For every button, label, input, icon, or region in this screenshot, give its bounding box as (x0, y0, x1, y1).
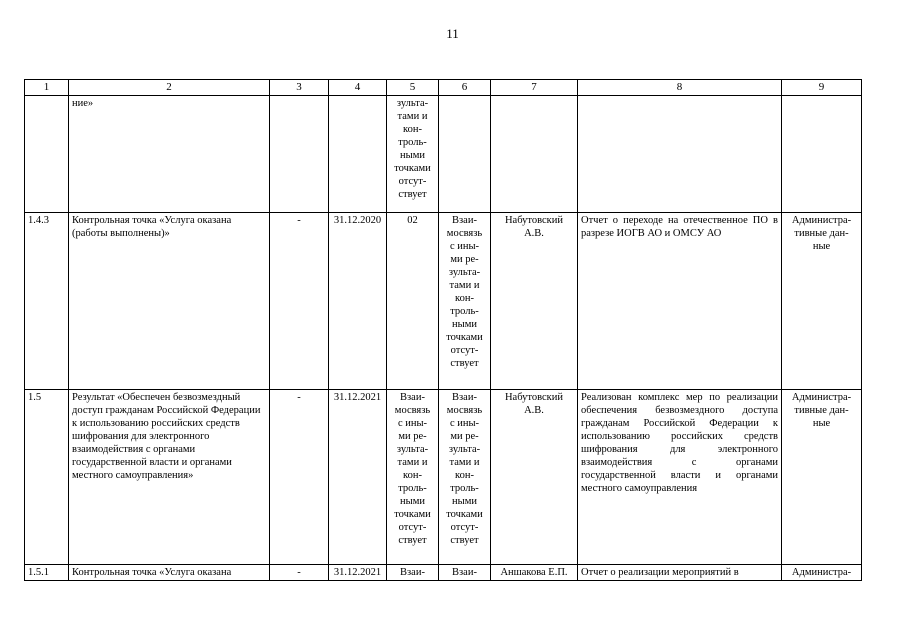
row-responsible: Набутовский А.В. (491, 390, 578, 565)
table-row (25, 565, 862, 581)
row-result (578, 96, 782, 213)
column-number: 7 (491, 80, 578, 96)
row-col3 (270, 96, 329, 213)
column-number: 2 (69, 80, 270, 96)
plan-table (24, 79, 862, 581)
row-responsible (491, 96, 578, 213)
row-source (782, 96, 862, 213)
column-number: 8 (578, 80, 782, 96)
table-row (25, 96, 862, 213)
row-responsible: Набутовский А.В. (491, 213, 578, 390)
row-col6: Взаи- мосвязь с ины- ми ре- зульта- тами и кон- троль- ными точками отсут- ствует (439, 390, 491, 565)
row-col3: - (270, 213, 329, 390)
column-number-row (25, 80, 862, 96)
row-date: 31.12.2021 (329, 390, 387, 565)
row-number (25, 96, 69, 213)
row-source: Администра- тивные дан- ные (782, 390, 862, 565)
column-number: 4 (329, 80, 387, 96)
row-name: ние» (69, 96, 270, 213)
row-date (329, 96, 387, 213)
table-row (25, 390, 862, 565)
row-col5: 02 (387, 213, 439, 390)
row-col5: зульта- тами и кон- троль- ными точками отсут- ствует (387, 96, 439, 213)
row-col3: - (270, 390, 329, 565)
row-source: Администра- (782, 565, 862, 581)
row-name: Контрольная точка «Услуга оказана (работы выполнены)» (69, 213, 270, 390)
page-number: 11 (446, 26, 459, 41)
row-col5: Взаи- мосвязь с ины- ми ре- зульта- тами и кон- троль- ными точками отсут- ствует (387, 390, 439, 565)
column-number: 1 (25, 80, 69, 96)
column-number: 5 (387, 80, 439, 96)
row-number: 1.5.1 (25, 565, 69, 581)
row-result: Отчет о реализации мероприятий в (578, 565, 782, 581)
row-col5: Взаи- (387, 565, 439, 581)
row-responsible: Аншакова Е.П. (491, 565, 578, 581)
row-result: Реализован комплекс мер по реализации обеспечения безвозмездного доступа гражданам Российской Федерации к использованию российских средств шифрования для электронного взаимодействия с органами государственной власти и органами местного самоуправления (578, 390, 782, 565)
row-col6: Взаи- (439, 565, 491, 581)
table-row (25, 213, 862, 390)
row-number: 1.5 (25, 390, 69, 565)
row-name: Результат «Обеспечен безвозмездный доступ гражданам Российской Федерации к использованию российских средств шифрования для электронного взаимодействия с органами государственной власти и органами местного самоуправления» (69, 390, 270, 565)
row-number: 1.4.3 (25, 213, 69, 390)
row-source: Администра- тивные дан- ные (782, 213, 862, 390)
column-number: 9 (782, 80, 862, 96)
row-col3: - (270, 565, 329, 581)
row-col6 (439, 96, 491, 213)
column-number: 3 (270, 80, 329, 96)
column-number: 6 (439, 80, 491, 96)
row-col6: Взаи- мосвязь с ины- ми ре- зульта- тами и кон- троль- ными точками отсут- ствует (439, 213, 491, 390)
row-date: 31.12.2021 (329, 565, 387, 581)
row-date: 31.12.2020 (329, 213, 387, 390)
row-result: Отчет о переходе на отечественное ПО в разрезе ИОГВ АО и ОМСУ АО (578, 213, 782, 390)
row-name: Контрольная точка «Услуга оказана (69, 565, 270, 581)
